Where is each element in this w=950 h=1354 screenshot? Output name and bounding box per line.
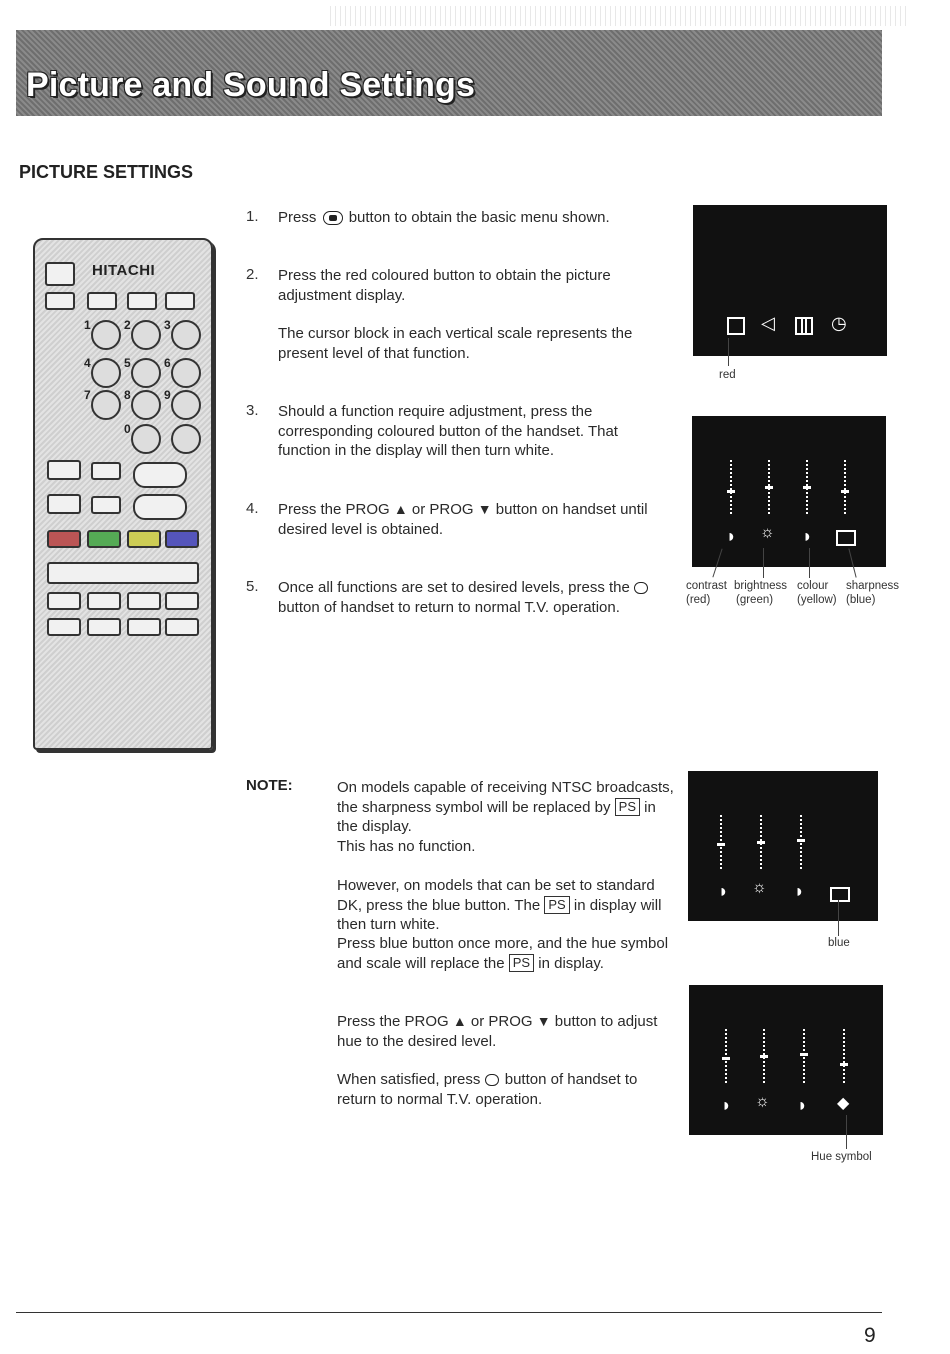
remote-button <box>127 292 157 310</box>
hue-icon: ◆ <box>837 1095 850 1112</box>
sharpness-scale <box>844 460 846 516</box>
remote-blue-button <box>165 530 199 548</box>
note-paragraph-3 <box>337 934 677 973</box>
step-1-number: 1. <box>246 208 259 225</box>
note-p2-b: in display will then turn white. <box>337 896 662 933</box>
remote-button <box>127 592 161 610</box>
label-contrast: contrast <box>686 580 727 592</box>
note-p1-a: On models capable of receiving NTSC broadcasts, the sharpness symbol will be replaced by <box>337 779 674 816</box>
leader-line <box>763 548 764 578</box>
colour-scale <box>803 1029 805 1085</box>
remote-digit-5: 5 <box>131 358 161 388</box>
brightness-scale <box>763 1029 765 1085</box>
step-5-number: 5. <box>246 578 259 595</box>
page-title: Picture and Sound Settings <box>26 66 476 104</box>
tv-button-icon <box>485 1074 499 1086</box>
remote-digit-7: 7 <box>91 390 121 420</box>
brightness-icon: ☼ <box>760 524 775 541</box>
brightness-scale <box>760 815 762 871</box>
sharpness-icon <box>836 530 856 546</box>
note-label: NOTE: <box>246 777 293 794</box>
remote-button <box>165 592 199 610</box>
panel1-caption: red <box>719 369 736 381</box>
label-brightness: brightness <box>734 580 788 592</box>
leader-line <box>809 548 810 578</box>
remote-vcr-bar <box>47 562 199 584</box>
settings-icon <box>795 317 813 335</box>
ps-display-icon <box>830 887 850 902</box>
note-p5-b: button of handset to return to normal T.V. operation. <box>337 1071 638 1108</box>
step-3-number: 3. <box>246 402 259 419</box>
menu-button-icon <box>323 211 343 225</box>
up-triangle-icon: ▲ <box>452 1013 467 1029</box>
remote-green-button <box>87 530 121 548</box>
label-sharpness-color: (blue) <box>846 594 876 606</box>
colour-scale <box>806 460 808 516</box>
remote-button <box>87 592 121 610</box>
remote-button <box>127 618 161 636</box>
note-p4-c: button to adjust hue to the desired level. <box>337 1013 658 1050</box>
contrast-icon: ◗ <box>726 526 737 546</box>
step-5-text-a: Once all functions are set to desired levels, press the <box>278 579 630 596</box>
label-sharpness: sharpness <box>846 580 900 592</box>
note-paragraph-2 <box>337 876 677 935</box>
scan-noise <box>330 6 910 26</box>
note-p4-a: Press the PROG <box>337 1013 449 1030</box>
remote-digit-8: 8 <box>131 390 161 420</box>
contrast-icon: ◗ <box>718 881 729 901</box>
remote-button <box>45 292 75 310</box>
footer-rule <box>16 1312 882 1313</box>
remote-digit-6: 6 <box>171 358 201 388</box>
label-colour: colour <box>797 580 829 592</box>
tv-ps-screen <box>688 771 878 921</box>
tv-menu-screen-basic <box>693 205 887 356</box>
remote-button <box>87 292 117 310</box>
note-paragraph-4 <box>337 1012 677 1051</box>
note-p5-a: When satisfied, press <box>337 1071 481 1088</box>
remote-digit-0: 0 <box>131 424 161 454</box>
remote-button <box>87 618 121 636</box>
step-5-text-b: button of handset to return to normal T.V. operation. <box>278 598 620 616</box>
note-p2-a: However, on models that can be set to standard DK, press the blue button. The <box>337 877 655 914</box>
panel3-caption: blue <box>828 937 850 949</box>
note-paragraph-1 <box>337 778 677 856</box>
section-heading: PICTURE SETTINGS <box>19 162 194 182</box>
label-colour-color: (yellow) <box>797 594 837 606</box>
leader-line <box>728 338 729 366</box>
tv-picture-adjust-screen <box>692 416 886 567</box>
brightness-icon: ☼ <box>755 1093 770 1110</box>
step-5-text <box>278 578 663 617</box>
step-4-number: 4. <box>246 500 259 517</box>
note-p3-a: Press blue button once more, and the hue symbol and scale will replace the <box>337 935 669 972</box>
step-2-text: Press the red coloured button to obtain the picture adjustment display. <box>278 267 611 304</box>
step-4-text-c: button on handset until desired level is obtained. <box>278 501 648 538</box>
ps-symbol: PS <box>544 896 569 914</box>
up-triangle-icon: ▲ <box>393 501 408 517</box>
remote-button <box>47 494 81 514</box>
tv-button-icon <box>634 582 648 594</box>
remote-yellow-button <box>127 530 161 548</box>
remote-button <box>47 618 81 636</box>
remote-prog-up-button <box>133 462 187 488</box>
leader-line <box>846 1115 847 1149</box>
step-4-text-b: or PROG <box>411 501 474 518</box>
remote-tv-button <box>45 262 75 286</box>
remote-digit-4: 4 <box>91 358 121 388</box>
hue-scale <box>843 1029 845 1085</box>
brightness-scale <box>768 460 770 516</box>
step-4-text-a: Press the PROG <box>278 501 390 518</box>
step-1-text <box>278 208 663 228</box>
label-brightness-color: (green) <box>736 594 774 606</box>
step-4-text <box>278 500 663 539</box>
remote-red-button <box>47 530 81 548</box>
picture-square-icon <box>727 317 745 335</box>
remote-digit-1: 1 <box>91 320 121 350</box>
down-triangle-icon: ▼ <box>477 501 492 517</box>
note-p3-b: in display. <box>538 954 604 972</box>
note-p4-b: or PROG <box>470 1013 533 1030</box>
note-paragraph-5 <box>337 1070 677 1109</box>
contrast-scale <box>730 460 732 516</box>
remote-button <box>47 592 81 610</box>
note-p1-b: in the display. <box>337 798 656 835</box>
remote-digit-3: 3 <box>171 320 201 350</box>
remote-button <box>165 618 199 636</box>
contrast-icon: ◗ <box>721 1095 732 1115</box>
contrast-scale <box>720 815 722 871</box>
page-number: 9 <box>864 1324 876 1347</box>
colour-icon: ◗ <box>794 881 805 901</box>
remote-brand-logo: HITACHI <box>92 262 156 279</box>
step-2-number: 2. <box>246 266 259 283</box>
step-1-text-a: Press <box>278 209 317 226</box>
down-triangle-icon: ▼ <box>536 1013 551 1029</box>
brightness-icon: ☼ <box>752 879 767 896</box>
colour-icon: ◗ <box>802 526 813 546</box>
remote-digit-2: 2 <box>131 320 161 350</box>
remote-button-round <box>171 424 201 454</box>
label-contrast-color: (red) <box>686 594 711 606</box>
remote-menu-button <box>91 496 121 514</box>
clock-icon: ◷ <box>831 313 847 333</box>
leader-line <box>838 900 839 936</box>
ps-symbol: PS <box>509 954 534 972</box>
remote-digit-9: 9 <box>171 390 201 420</box>
sound-icon: ◁ <box>761 313 775 333</box>
remote-prog-down-button <box>133 494 187 520</box>
ps-symbol: PS <box>615 798 640 816</box>
remote-button <box>91 462 121 480</box>
tv-hue-screen <box>689 985 883 1135</box>
note-p1-c: This has no function. <box>337 837 476 855</box>
step-3-text: Should a function require adjustment, press the corresponding coloured button of the handset. That function in the display will then turn white. <box>278 403 618 459</box>
step-1-text-b: button to obtain the basic menu shown. <box>348 209 610 226</box>
colour-scale <box>800 815 802 871</box>
panel4-caption: Hue symbol <box>811 1151 872 1163</box>
remote-control-illustration <box>33 238 213 750</box>
remote-button <box>165 292 195 310</box>
contrast-scale <box>725 1029 727 1085</box>
step-2-extra: The cursor block in each vertical scale represents the present level of that function. <box>278 325 633 362</box>
remote-button <box>47 460 81 480</box>
colour-icon: ◗ <box>797 1095 808 1115</box>
